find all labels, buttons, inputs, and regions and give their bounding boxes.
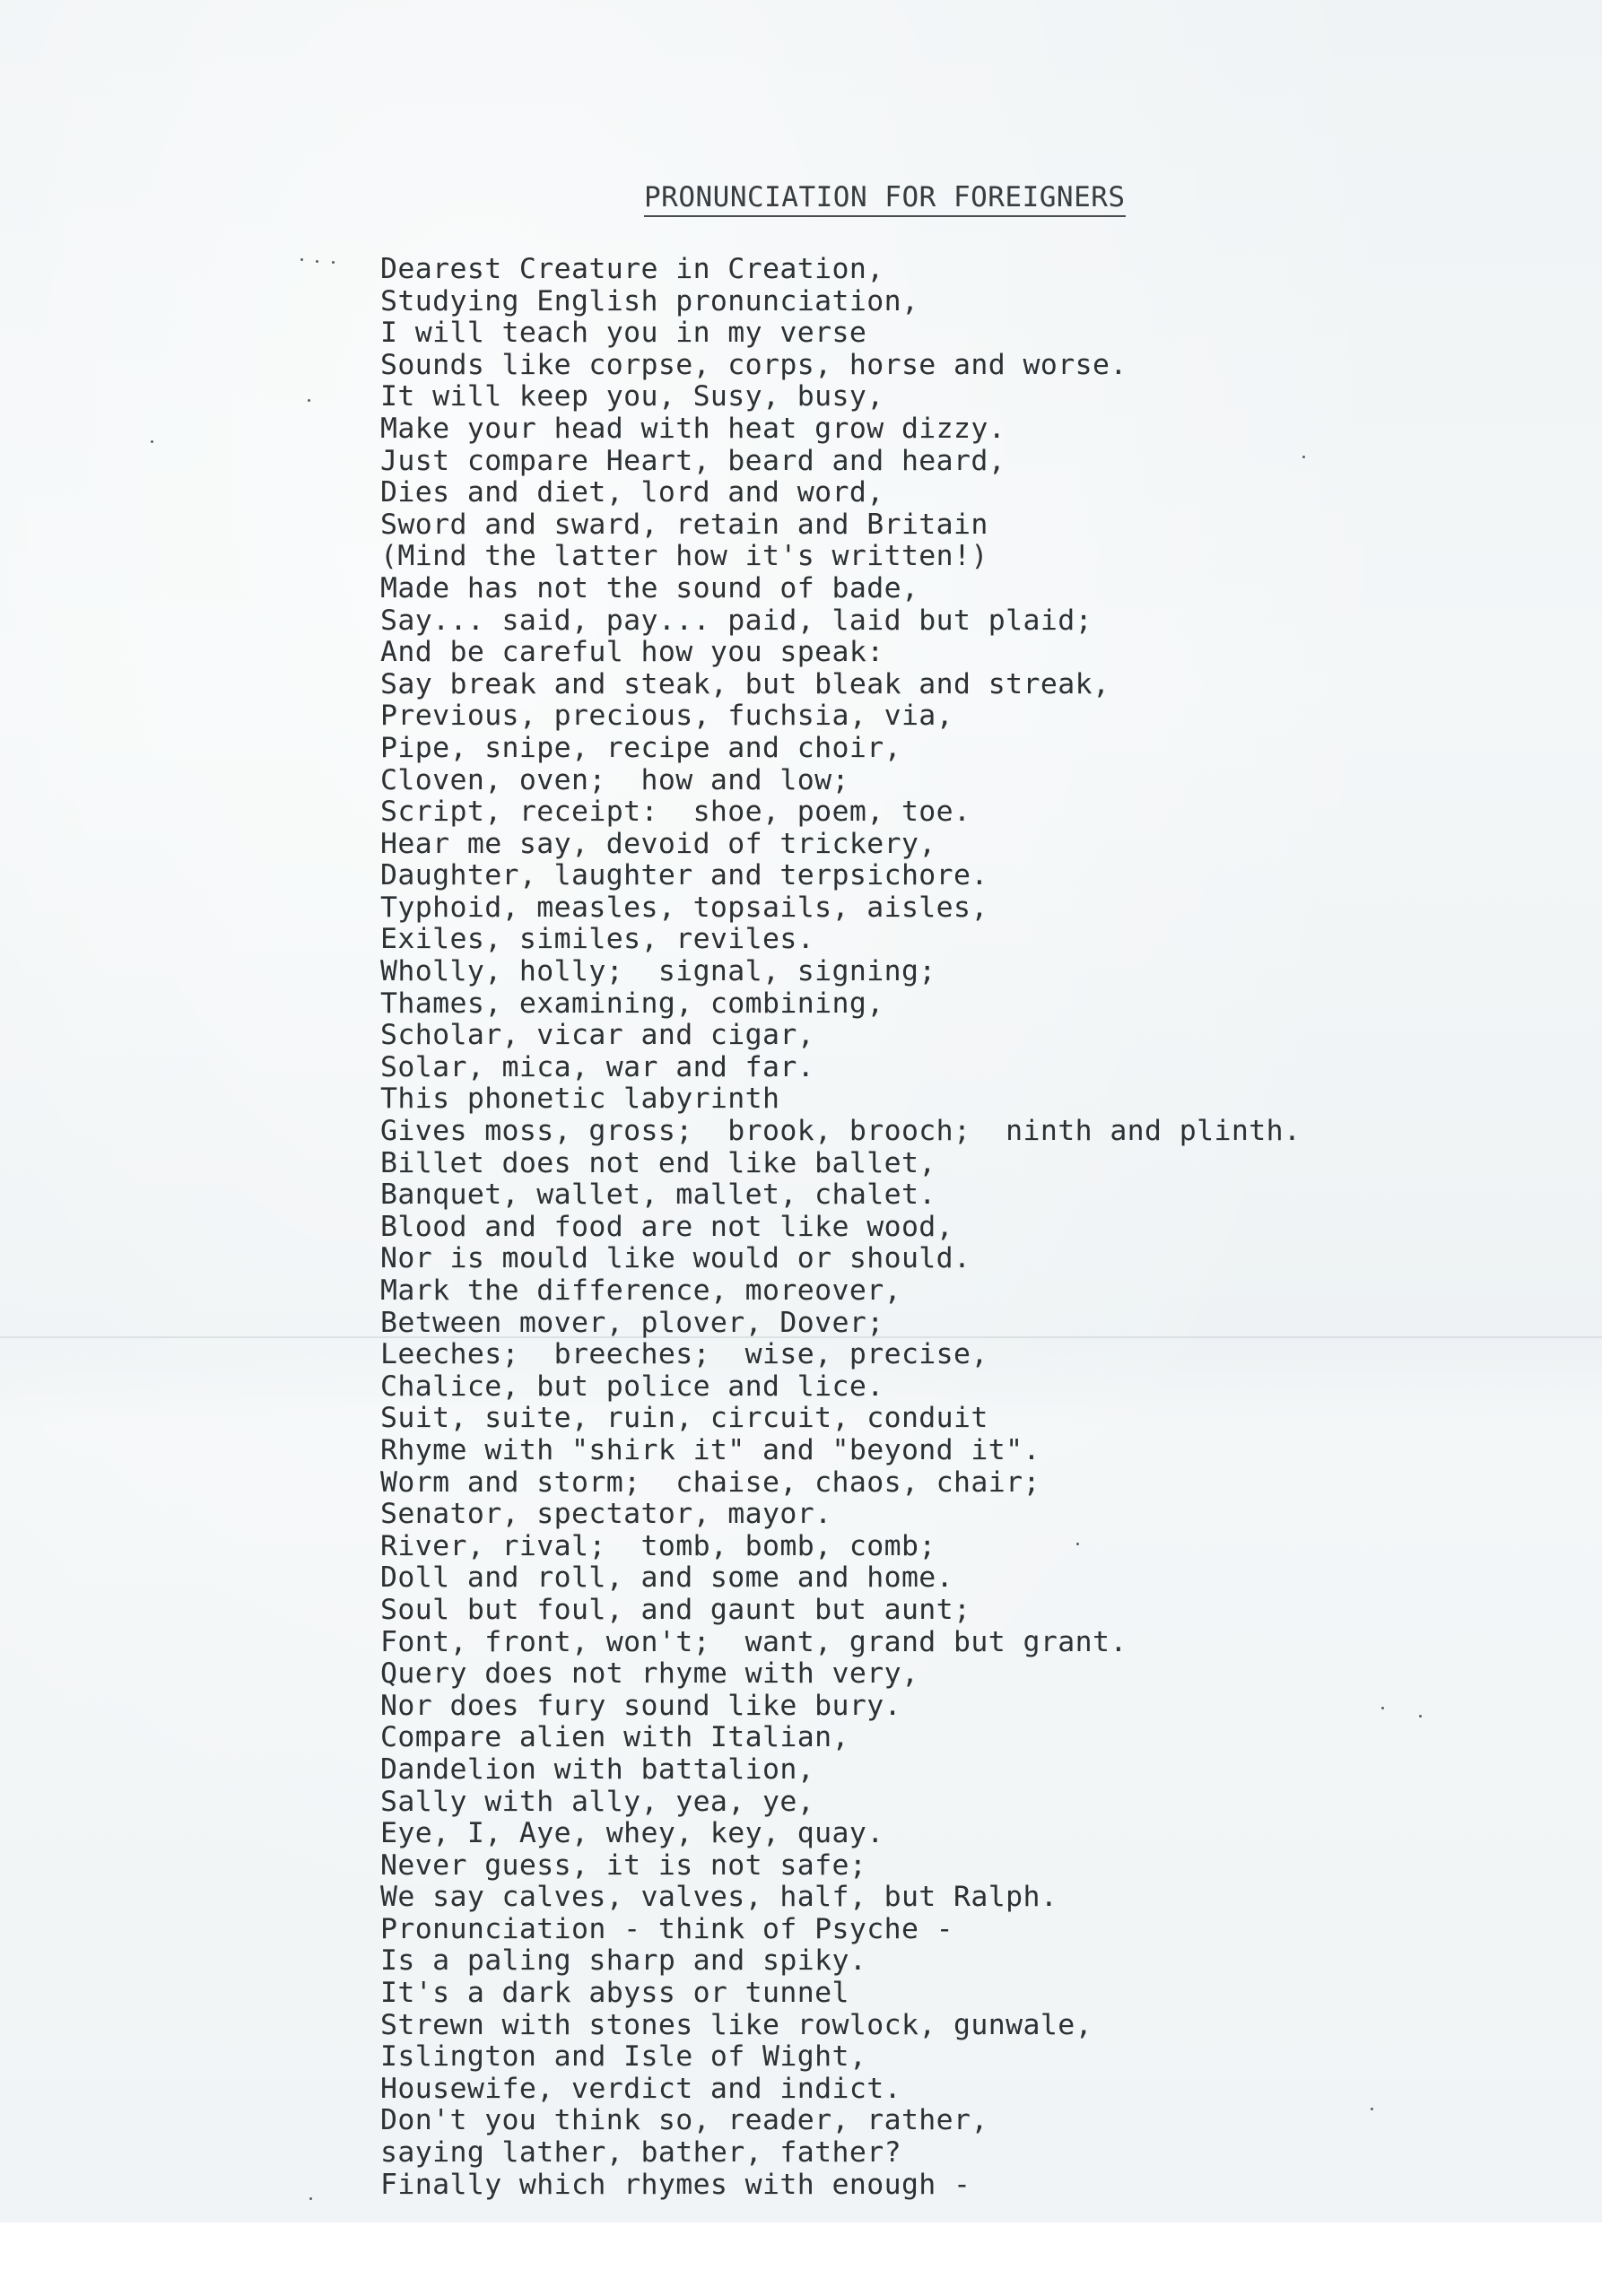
poem-line: And be careful how you speak: [380, 636, 884, 669]
poem-line: Rhyme with "shirk it" and "beyond it". [380, 1433, 1040, 1466]
paper-speck [1371, 2108, 1373, 2110]
poem-line: Pipe, snipe, recipe and choir, [380, 731, 901, 764]
poem-line: Sounds like corpse, corps, horse and worse. [380, 348, 1127, 381]
poem-line: Is a paling sharp and spiky. [380, 1944, 867, 1978]
paper-speck [151, 440, 153, 443]
poem-line: I will teach you in my verse [380, 317, 867, 350]
poem-line: Pronunciation - think of Psyche - [380, 1912, 954, 1945]
poem-line: Suit, suite, ruin, circuit, conduit [380, 1402, 988, 1435]
paper-speck [1381, 1707, 1384, 1709]
paper-speck [300, 258, 303, 261]
poem-line: Housewife, verdict and indict. [380, 2072, 901, 2105]
poem-line: We say calves, valves, half, but Ralph. [380, 1881, 1058, 1914]
poem-line: Soul but foul, and gaunt but aunt; [380, 1593, 971, 1626]
poem-line: Billet does not end like ballet, [380, 1146, 936, 1179]
paper-speck [316, 260, 318, 263]
poem-line: Made has not the sound of bade, [380, 571, 919, 604]
poem-line: Strewn with stones like rowlock, gunwale, [380, 2008, 1093, 2041]
poem-line: Daughter, laughter and terpsichore. [380, 859, 988, 892]
poem-line: Never guess, it is not safe; [380, 1848, 867, 1882]
page-title: PRONUNCIATION FOR FOREIGNERS [644, 182, 1126, 217]
paper-speck [1076, 1543, 1079, 1545]
poem-line: Chalice, but police and lice. [380, 1370, 884, 1403]
poem-line: River, rival; tomb, bomb, comb; [380, 1529, 936, 1562]
poem-line: saying lather, bather, father? [380, 2136, 901, 2170]
poem-line: Just compare Heart, beard and heard, [380, 444, 1006, 477]
poem-line: Mark the difference, moreover, [380, 1274, 901, 1307]
poem-line: Dandelion with battalion, [380, 1752, 815, 1786]
poem-line: Hear me say, devoid of trickery, [380, 827, 936, 860]
poem-line: Banquet, wallet, mallet, chalet. [380, 1178, 936, 1212]
poem-line: Dies and diet, lord and word, [380, 476, 884, 509]
poem-line: Nor does fury sound like bury. [380, 1689, 901, 1722]
poem-line: Sally with ally, yea, ye, [380, 1785, 815, 1818]
poem-line: Islington and Isle of Wight, [380, 2040, 867, 2074]
poem-line: Thames, examining, combining, [380, 987, 884, 1020]
poem-line: Worm and storm; chaise, chaos, chair; [380, 1465, 1040, 1499]
poem-line: Dearest Creature in Creation, [380, 253, 884, 285]
poem-text [380, 254, 1301, 2201]
poem-line: It's a dark abyss or tunnel [380, 1977, 849, 2010]
paper-speck [332, 261, 335, 264]
poem-line: Wholly, holly; signal, signing; [380, 955, 936, 988]
poem-line: It will keep you, Susy, busy, [380, 380, 884, 413]
poem-line: Exiles, similes, reviles. [380, 923, 815, 956]
poem-line: Nor is mould like would or should. [380, 1242, 971, 1275]
poem-line: Gives moss, gross; brook, brooch; ninth and plinth. [380, 1115, 1302, 1148]
poem-line: Say... said, pay... paid, laid but plaid; [380, 604, 1093, 637]
poem-line: Senator, spectator, mayor. [380, 1498, 832, 1531]
poem-line: Studying English pronunciation, [380, 284, 919, 317]
paper-speck [308, 399, 310, 402]
poem-line: Typhoid, measles, topsails, aisles, [380, 891, 988, 924]
poem-line: Doll and roll, and some and home. [380, 1561, 954, 1595]
paper-speck [309, 2197, 312, 2200]
page-cutoff [0, 2222, 1602, 2296]
poem-line: Previous, precious, fuchsia, via, [380, 700, 954, 733]
poem-line: Query does not rhyme with very, [380, 1657, 919, 1691]
poem-line: Between mover, plover, Dover; [380, 1306, 884, 1339]
paper-speck [1302, 456, 1305, 458]
poem-line: Leeches; breeches; wise, precise, [380, 1338, 988, 1371]
poem-line: This phonetic labyrinth [380, 1083, 780, 1116]
paper-speck [1419, 1715, 1422, 1718]
poem-line: Finally which rhymes with enough - [380, 2168, 971, 2201]
poem-line: Solar, mica, war and far. [380, 1050, 815, 1083]
poem-line: Eye, I, Aye, whey, key, quay. [380, 1817, 884, 1850]
poem-line: Make your head with heat grow dizzy. [380, 412, 1006, 445]
poem-line: Font, front, won't; want, grand but grant. [380, 1625, 1127, 1658]
poem-line: Say break and steak, but bleak and streak, [380, 667, 1110, 700]
poem-line: Sword and sward, retain and Britain [380, 508, 988, 541]
poem-line: Cloven, oven; how and low; [380, 763, 849, 796]
poem-line: Scholar, vicar and cigar, [380, 1019, 815, 1052]
poem-line: Blood and food are not like wood, [380, 1210, 954, 1243]
poem-line: (Mind the latter how it's written!) [380, 540, 988, 573]
poem-line: Script, receipt: shoe, poem, toe. [380, 796, 971, 829]
poem-line: Compare alien with Italian, [380, 1721, 849, 1754]
poem-line: Don't you think so, reader, rather, [380, 2104, 988, 2137]
